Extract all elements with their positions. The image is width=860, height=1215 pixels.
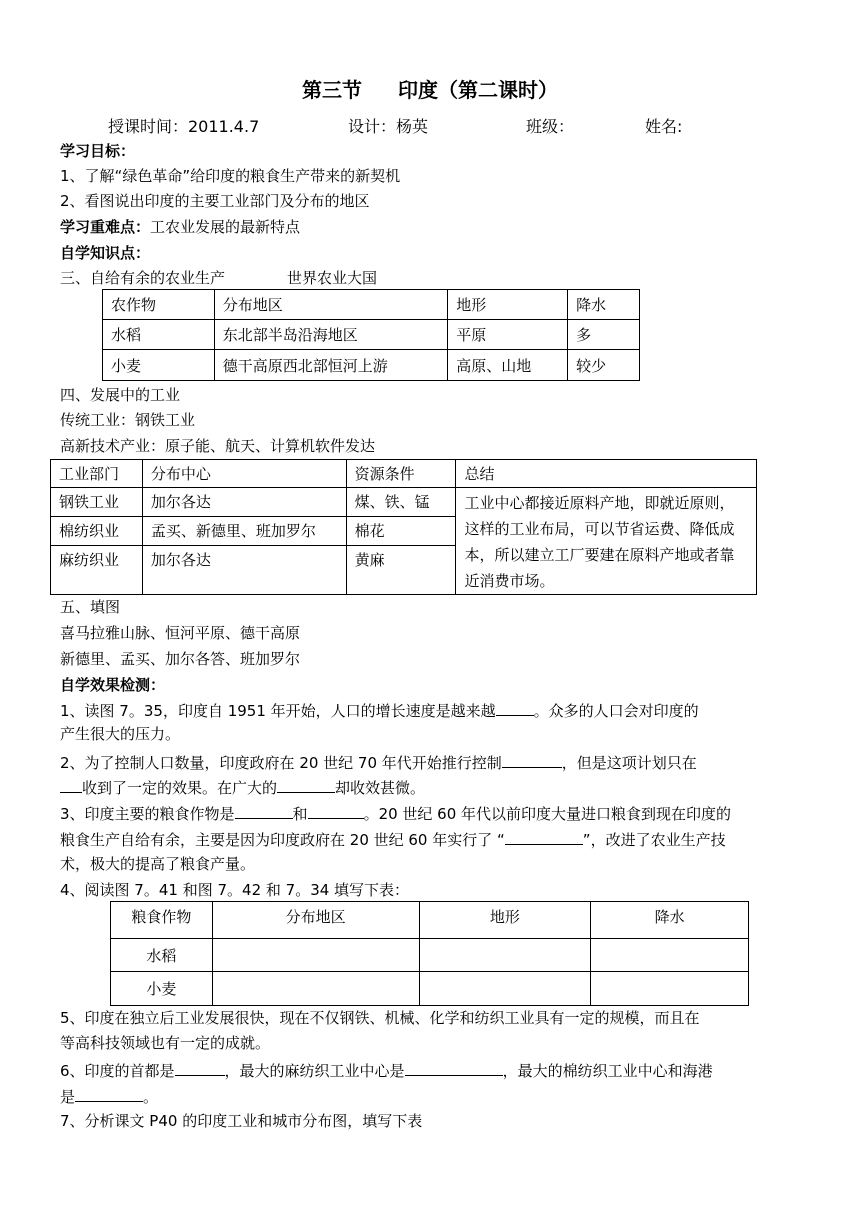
question-text: 3、印度主要的粮食作物是: [60, 805, 235, 823]
question-text: 。20 世纪 60 年代以前印度大量进口粮食到现在印度的: [363, 805, 732, 823]
table-header-cell: 总结: [456, 460, 757, 488]
question-6: [60, 1059, 713, 1081]
grain-table: [110, 901, 749, 1006]
key-points: [60, 217, 300, 237]
table-cell: 水稻: [111, 939, 213, 972]
table-header-cell: 地形: [448, 290, 568, 320]
answer-blank[interactable]: [277, 776, 335, 793]
question-text: 。: [143, 1088, 159, 1106]
key-points-heading: 学习重难点：: [60, 218, 151, 236]
table-header-cell: 降水: [591, 902, 749, 939]
table-cell: 东北部半岛沿海地区: [214, 320, 447, 350]
table-header-cell: 分布地区: [212, 902, 419, 939]
answer-blank[interactable]: [496, 699, 534, 716]
industry-heading: 四、发展中的工业: [60, 386, 181, 404]
table-header-cell: 粮食作物: [111, 902, 213, 939]
traditional-industry: 传统工业：钢铁工业: [60, 411, 196, 429]
answer-cell[interactable]: [591, 972, 749, 1006]
table-header-cell: 工业部门: [51, 460, 143, 488]
question-4: 4、阅读图 7。41 和图 7。42 和 7。34 填写下表：: [60, 881, 410, 899]
table-cell: 麻纺织业: [51, 545, 143, 594]
answer-cell[interactable]: [419, 939, 591, 972]
self-study-heading: 自学知识点：: [60, 244, 151, 262]
table-cell: 较少: [568, 350, 640, 381]
answer-cell[interactable]: [212, 939, 419, 972]
lesson-time: 授课时间：2011.4.7: [108, 117, 260, 136]
question-text: 是: [60, 1088, 76, 1106]
table-row: [103, 350, 640, 381]
answer-blank[interactable]: [175, 1059, 225, 1076]
question-text: 2、为了控制人口数量，印度政府在 20 世纪 70 年代开始推行控制: [60, 754, 502, 772]
table-header-cell: 降水: [568, 290, 640, 320]
designer: 设计：杨英: [348, 117, 429, 136]
table-header-row: [51, 460, 757, 488]
class-field: 班级：: [526, 117, 575, 136]
table-header-cell: 分布中心: [142, 460, 346, 488]
table-cell: 多: [568, 320, 640, 350]
agri-heading: [60, 268, 377, 288]
map-heading: 五、填图: [60, 598, 121, 616]
table-cell: 加尔各达: [142, 545, 346, 594]
question-1-cont: 产生很大的压力。: [60, 725, 181, 743]
agri-heading-left: 三、自给有余的农业生产: [60, 269, 226, 287]
title-topic: 印度（第二课时）: [398, 78, 558, 102]
question-text: 收到了一定的效果。在广大的: [82, 779, 278, 797]
industry-table: [50, 459, 757, 595]
name-field: 姓名:: [645, 117, 683, 136]
hightech-industry: 高新技术产业：原子能、航天、计算机软件发达: [60, 437, 376, 455]
map-line-2: 新德里、孟买、加尔各答、班加罗尔: [60, 650, 301, 668]
objectives-heading: 学习目标：: [60, 142, 136, 160]
question-text: 粮食生产自给有余，主要是因为印度政府在 20 世纪 60 年实行了 “: [60, 831, 505, 849]
answer-blank[interactable]: [405, 1059, 503, 1076]
table-cell: 钢铁工业: [51, 488, 143, 517]
answer-blank[interactable]: [75, 1085, 143, 1102]
question-text: 和: [292, 805, 308, 823]
answer-blank[interactable]: [505, 828, 583, 845]
table-cell: 孟买、新德里、班加罗尔: [142, 516, 346, 545]
test-heading: 自学效果检测：: [60, 676, 166, 694]
question-text: 却收效甚微。: [335, 779, 426, 797]
answer-blank[interactable]: [235, 802, 293, 819]
table-row: [103, 320, 640, 350]
table-cell: 棉花: [346, 516, 456, 545]
question-text: ，最大的麻纺织工业中心是: [224, 1062, 405, 1080]
agri-heading-right: 世界农业大国: [287, 269, 378, 287]
table-row: [111, 939, 749, 972]
table-header-cell: 资源条件: [346, 460, 456, 488]
objective-1: 1、了解“绿色革命”给印度的粮食生产带来的新契机: [60, 167, 401, 185]
table-cell: 高原、山地: [448, 350, 568, 381]
title-section: 第三节: [302, 78, 362, 102]
agri-table: [102, 289, 640, 381]
question-text: ，但是这项计划只在: [561, 754, 697, 772]
table-header-cell: 分布地区: [214, 290, 447, 320]
table-cell: 平原: [448, 320, 568, 350]
table-cell: 小麦: [103, 350, 215, 381]
table-cell: 煤、铁、锰: [346, 488, 456, 517]
question-2-cont: [60, 776, 425, 798]
map-line-1: 喜马拉雅山脉、恒河平原、德干高原: [60, 624, 301, 642]
question-text: 6、印度的首都是: [60, 1062, 175, 1080]
table-row: [51, 488, 757, 517]
answer-blank[interactable]: [502, 751, 562, 768]
table-header-row: [111, 902, 749, 939]
table-header-row: [103, 290, 640, 320]
table-cell: 水稻: [103, 320, 215, 350]
question-3-cont: [60, 828, 726, 850]
answer-cell[interactable]: [212, 972, 419, 1006]
table-cell: 黄麻: [346, 545, 456, 594]
table-cell: 德干高原西北部恒河上游: [214, 350, 447, 381]
question-text: ，最大的棉纺织工业中心和海港: [502, 1062, 713, 1080]
answer-blank[interactable]: [308, 802, 364, 819]
table-header-cell: 农作物: [103, 290, 215, 320]
question-text: ”，改进了农业生产技: [582, 831, 726, 849]
page-title: [0, 74, 860, 103]
question-7: 7、分析课文 P40 的印度工业和城市分布图，填写下表: [60, 1112, 423, 1130]
table-row: [111, 972, 749, 1006]
question-3-end: 术，极大的提高了粮食产量。: [60, 855, 256, 873]
question-6-cont: [60, 1085, 158, 1107]
table-cell: 棉纺织业: [51, 516, 143, 545]
question-1: [60, 699, 699, 721]
answer-cell[interactable]: [419, 972, 591, 1006]
question-text: 。众多的人口会对印度的: [533, 702, 699, 720]
objective-2: 2、看图说出印度的主要工业部门及分布的地区: [60, 192, 370, 210]
table-cell: 小麦: [111, 972, 213, 1006]
question-5: 5、印度在独立后工业发展很快，现在不仅钢铁、机械、化学和纺织工业具有一定的规模，而且在: [60, 1009, 700, 1027]
question-2: [60, 751, 697, 773]
summary-cell: 工业中心都接近原料产地，即就近原则，这样的工业布局，可以节省运费、降低成本，所以建立工厂要建在原料产地或者靠近消费市场。: [456, 488, 757, 595]
question-5-cont: 等高科技领域也有一定的成就。: [60, 1034, 271, 1052]
answer-blank[interactable]: [60, 776, 82, 793]
table-header-cell: 地形: [419, 902, 591, 939]
question-text: 1、读图 7。35，印度自 1951 年开始，人口的增长速度是越来越: [60, 702, 496, 720]
table-cell: 加尔各达: [142, 488, 346, 517]
question-3: [60, 802, 731, 824]
answer-cell[interactable]: [591, 939, 749, 972]
key-points-text: 工农业发展的最新特点: [150, 218, 301, 236]
